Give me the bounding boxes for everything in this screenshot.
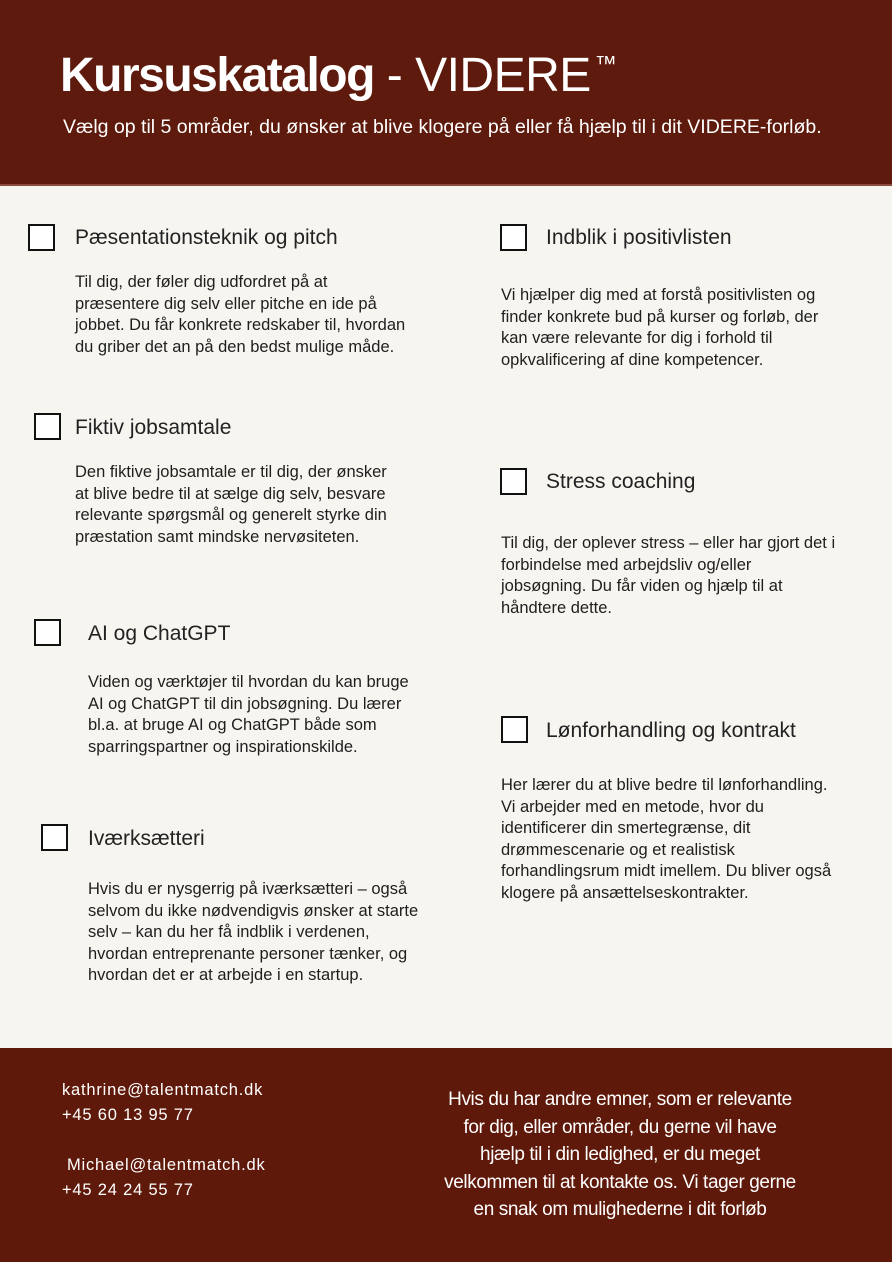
- course-title-salary-negotiation: Lønforhandling og kontrakt: [546, 719, 796, 742]
- desc-line: Vi arbejder med en metode, hvor du: [501, 797, 764, 816]
- desc-line: drømmescenarie og et realistisk: [501, 840, 735, 859]
- desc-line: relevante spørgsmål og generelt styrke din: [75, 506, 387, 524]
- desc-line: kan være relevante for dig i forhold til: [501, 329, 773, 347]
- course-desc-salary-negotiation: [501, 775, 831, 904]
- desc-line: selv – kan du her få indblik i verdenen,: [88, 923, 370, 941]
- course-title-entrepreneurship: Iværksætteri: [88, 827, 205, 850]
- footer-message-line: hjælp til i din ledighed, er du meget: [480, 1144, 760, 1165]
- contact-email-michael[interactable]: Michael@talentmatch.dk: [67, 1156, 266, 1174]
- desc-line: Viden og værktøjer til hvordan du kan bruge: [88, 673, 409, 691]
- course-title-ai-chatgpt: AI og ChatGPT: [88, 622, 231, 645]
- desc-line: hvordan det er at arbejde i en startup.: [88, 966, 364, 984]
- desc-line: håndtere dette.: [501, 598, 613, 617]
- course-desc-ai-chatgpt: [88, 672, 409, 758]
- course-title-positive-list: Indblik i positivlisten: [546, 226, 732, 249]
- desc-line: jobsøgning. Du får viden og hjælp til at: [501, 577, 783, 595]
- desc-line: finder konkrete bud på kurser og forløb, der: [501, 307, 819, 326]
- checkbox-stress-coaching[interactable]: [500, 468, 527, 495]
- checkbox-ai-chatgpt[interactable]: [34, 619, 61, 646]
- contact-phone-michael: +45 24 24 55 77: [62, 1181, 194, 1199]
- course-desc-positive-list: [501, 285, 818, 371]
- title-bold: Kursuskatalog: [60, 49, 374, 102]
- desc-line: forhandlingsrum midt imellem. Du bliver også: [501, 862, 832, 880]
- checkbox-positive-list[interactable]: [500, 224, 527, 251]
- desc-line: klogere på ansættelseskontrakter.: [501, 883, 749, 902]
- desc-line: bl.a. at bruge AI og ChatGPT både som: [88, 716, 377, 734]
- checkbox-entrepreneurship[interactable]: [41, 824, 68, 851]
- desc-line: hvordan entreprenante personer tænker, og: [88, 944, 408, 963]
- desc-line: du griber det an på den bedst mulige måde.: [75, 337, 395, 356]
- footer-message-line: en snak om mulighederne i dit forløb: [473, 1199, 767, 1220]
- desc-line: sparringspartner og inspirationskilde.: [88, 737, 358, 756]
- desc-line: selvom du ikke nødvendigvis ønsker at starte: [88, 901, 419, 920]
- desc-line: præstation samt mindske nervøsiteten.: [75, 527, 360, 546]
- desc-line: præsentere dig selv eller pitche en ide på: [75, 294, 377, 313]
- checkbox-presentation[interactable]: [28, 224, 55, 251]
- desc-line: identificerer din smertegrænse, dit: [501, 819, 751, 837]
- desc-line: Til dig, der oplever stress – eller har gjort det i: [501, 534, 836, 552]
- checkbox-job-interview[interactable]: [34, 413, 61, 440]
- desc-line: Hvis du er nysgerrig på iværksætteri – også: [88, 880, 408, 898]
- footer-message: [430, 1086, 810, 1224]
- desc-line: Den fiktive jobsamtale er til dig, der ønsker: [75, 463, 387, 481]
- trademark-symbol: ™: [594, 51, 617, 76]
- desc-line: jobbet. Du får konkrete redskaber til, hvordan: [75, 316, 406, 334]
- header-banner: [0, 0, 892, 186]
- course-title-presentation: Pæsentationsteknik og pitch: [75, 226, 338, 249]
- desc-line: AI og ChatGPT til din jobsøgning. Du lærer: [88, 694, 402, 713]
- desc-line: at blive bedre til at sælge dig selv, besvare: [75, 484, 386, 503]
- page-subtitle: Vælg op til 5 områder, du ønsker at blive klogere på eller få hjælp til i dit VIDERE-forløb.: [63, 116, 822, 138]
- course-title-job-interview: Fiktiv jobsamtale: [75, 416, 232, 439]
- footer-message-line: Hvis du har andre emner, som er relevante: [448, 1089, 792, 1110]
- desc-line: opkvalificering af dine kompetencer.: [501, 350, 764, 369]
- desc-line: forbindelse med arbejdsliv og/eller: [501, 555, 752, 574]
- page-title: [60, 36, 616, 104]
- contact-email-kathrine[interactable]: kathrine@talentmatch.dk: [62, 1081, 264, 1099]
- course-desc-stress-coaching: [501, 533, 835, 619]
- course-desc-presentation: [75, 272, 405, 358]
- checkbox-salary-negotiation[interactable]: [501, 716, 528, 743]
- course-title-stress-coaching: Stress coaching: [546, 470, 696, 493]
- title-rest: - VIDERE: [373, 49, 591, 102]
- course-desc-entrepreneurship: [88, 879, 418, 987]
- contact-phone-kathrine: +45 60 13 95 77: [62, 1106, 194, 1124]
- desc-line: Her lærer du at blive bedre til lønforhandling.: [501, 776, 828, 794]
- course-desc-job-interview: [75, 462, 387, 548]
- footer-message-line: for dig, eller områder, du gerne vil have: [463, 1116, 777, 1138]
- footer-message-line: velkommen til at kontakte os. Vi tager gerne: [444, 1171, 796, 1193]
- desc-line: Vi hjælper dig med at forstå positivlisten og: [501, 286, 816, 304]
- desc-line: Til dig, der føler dig udfordret på at: [75, 273, 328, 291]
